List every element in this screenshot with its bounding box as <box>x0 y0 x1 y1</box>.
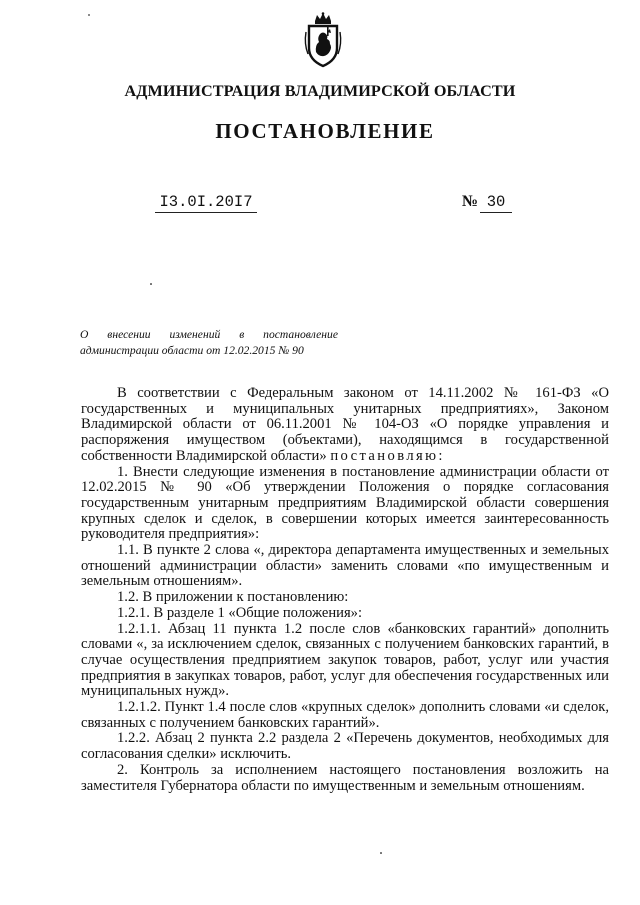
paragraph-1-1: 1.1. В пункте 2 слова «, директора департамента имущественных и земельных отношений администрации области» заменить словами «по имущественным и земельным отношениям». <box>81 542 609 590</box>
scan-speck <box>150 283 152 285</box>
paragraph-1-2-1-2: 1.2.1.2. Пункт 1.4 после слов «крупных сделок» дополнить словами «и сделок, связанных с получением банковских гарантий». <box>81 699 609 731</box>
preamble-text: В соответствии с Федеральным законом от 14.11.2002 № 161-ФЗ «О государственных и муниципальных унитарных предприятиях», Законом Владимирской области от 06.11.2001 № 104-ОЗ «О порядке управления и распоряжения имуществом (объектами), находящимся в государственной собственности Владимирской области» <box>81 385 609 464</box>
scan-speck <box>380 852 382 854</box>
document-body <box>81 386 609 794</box>
paragraph-1-2-1: 1.2.1. В разделе 1 «Общие положения»: <box>117 604 363 621</box>
coat-of-arms-emblem <box>303 12 343 68</box>
organization-name: АДМИНИСТРАЦИЯ ВЛАДИМИРСКОЙ ОБЛАСТИ <box>124 82 516 100</box>
document-number: 30 <box>480 193 512 213</box>
document-date: I3.0I.20I7 <box>155 193 257 213</box>
scan-speck <box>88 14 90 16</box>
preamble-paragraph <box>81 386 609 465</box>
decree-word: постановляю: <box>330 447 445 464</box>
paragraph-1-2-2: 1.2.2. Абзац 2 пункта 2.2 раздела 2 «Перечень документов, необходимых для согласования сделки» исключить. <box>81 730 609 763</box>
paragraph-1: 1. Внести следующие изменения в постановление администрации области от 12.02.2015 № 90 «Об утверждении Положения о порядке согласования государственным унитарным предприятиям Владимирской области совершения крупных сделок и сделок, в совершении которых имеется заинтересованность руководителя предприятия»: <box>81 463 609 543</box>
document-subject: О внесении изменений в постановление администрации области от 12.02.2015 № 90 <box>80 328 338 357</box>
paragraph-1-2: 1.2. В приложении к постановлению: <box>117 589 349 606</box>
document-type-title: ПОСТАНОВЛЕНИЕ <box>215 119 435 143</box>
number-label: № <box>462 193 479 210</box>
paragraph-2: 2. Контроль за исполнением настоящего постановления возложить на заместителя Губернатора области по имущественным и земельным отношениям. <box>81 761 609 794</box>
paragraph-1-2-1-1: 1.2.1.1. Абзац 11 пункта 1.2 после слов «банковских гарантий» дополнить словами «, за исключением сделок, связанных с получением банковских гарантий, в случае осуществления предприятием закупок товаров, работ, услуг или участия предприятия в закупках товаров, работ, услуг для обеспечения государственных или муниципальных нужд». <box>81 620 609 700</box>
